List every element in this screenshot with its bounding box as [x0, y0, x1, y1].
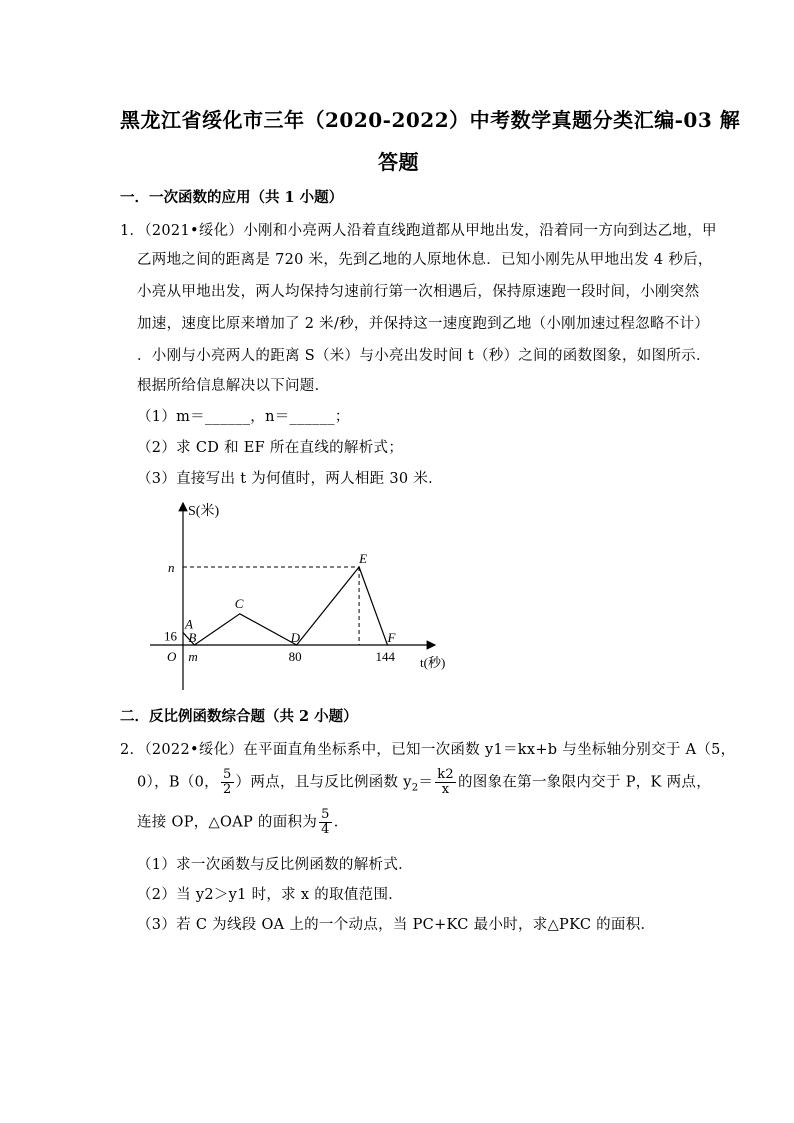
q2-line1-b: 1＝k: [493, 742, 527, 758]
q2-line2-sub: 2: [411, 782, 419, 794]
frac1-num: 5: [222, 767, 232, 782]
q2-line-3: [137, 808, 349, 837]
q2-sub1: （1）求一次函数与反比例函数的解析式．: [137, 857, 413, 873]
fraction-k2-over-x: [435, 768, 456, 797]
q1-sub1: （1）m＝______，n＝______；: [137, 409, 350, 425]
fraction-5-over-2: [221, 768, 234, 797]
x-tick-80: 80: [288, 649, 302, 664]
frac1-den: 2: [222, 782, 232, 797]
distance-curve: [183, 567, 387, 645]
q2-line2-c: ＝: [418, 774, 434, 791]
q1-line-4: 加速，速度比原来增加了 2 米/秒，并保持这一速度跑到乙地（小刚加速过程忽略不计）: [137, 316, 710, 332]
q2-line3-a: 连接 OP，△OAP 的面积为: [137, 814, 318, 831]
t-axis-label: t(秒): [420, 655, 446, 670]
section2-heading: 二．反比例函数综合题（共 2 小题）: [120, 708, 358, 725]
origin-label: O: [167, 649, 177, 664]
point-label-D: D: [290, 630, 300, 645]
q1-line-1: 小刚和小亮两人沿着直线跑道都从甲地出发，沿着同一方向到达乙地，甲: [243, 223, 717, 239]
frac3-den: 4: [321, 822, 330, 837]
y-tick-16: 16: [164, 628, 177, 644]
q2-number: 2．: [120, 742, 145, 758]
q2-sub3: （3）若 C 为线段 OA 上的一个动点，当 PC+KC 最小时，求△PKC 的面积．: [137, 917, 656, 933]
q2-line1-a: 在平面直角坐标系中，已知一次函数 y: [243, 742, 494, 758]
q1-number: 1．: [120, 223, 145, 239]
point-label-F: F: [387, 630, 396, 645]
frac2-den: x: [441, 782, 450, 797]
x-tick-m: m: [188, 649, 198, 664]
fraction-5-over-4: [319, 808, 332, 837]
q1-sub3: （3）直接写出 t 为何值时，两人相距 30 米．: [137, 471, 443, 487]
q1-first-line: [120, 219, 717, 240]
x-tick-144: 144: [375, 649, 395, 664]
point-label-B: B: [188, 630, 197, 645]
q2-line2-b: ）两点，且与反比例函数 y: [235, 774, 412, 791]
point-label-C: C: [234, 595, 244, 611]
section1-heading: 一．一次函数的应用（共 1 小题）: [120, 189, 344, 206]
s-axis-label: S(米): [188, 504, 220, 519]
frac2-num: k2: [437, 767, 454, 782]
q2-sub2: （2）当 y2＞y1 时，求 x 的取值范围．: [137, 887, 404, 903]
q2-line-1: [120, 738, 735, 759]
page-title-line2: 答题: [378, 150, 419, 174]
y-tick-n: n: [168, 560, 175, 575]
distance-time-graph: [150, 495, 460, 695]
q1-line-5: ．小刚与小亮两人的距离 S（米）与小亮出发时间 t（秒）之间的函数图象，如图所示．: [137, 348, 711, 364]
q1-line-3: 小亮从甲地出发，两人均保持匀速前行第一次相遇后，保持原速跑一段时间，小刚突然: [137, 284, 700, 300]
q2-line3-b: ．: [333, 814, 349, 831]
frac3-num: 5: [321, 807, 330, 822]
q2-line-2: [137, 768, 711, 797]
point-label-E: E: [359, 551, 368, 566]
q1-sub2: （2）求 CD 和 EF 所在直线的解析式；: [137, 440, 404, 456]
q2-source: （2022•绥化）: [144, 742, 244, 758]
q1-source: （2021•绥化）: [144, 223, 244, 239]
page-title-line1: 黑龙江省绥化市三年（2020-2022）中考数学真题分类汇编-03 解: [120, 108, 741, 132]
q2-line2-a: 0），B（0，: [137, 774, 219, 791]
q1-line-2: 乙两地之间的距离是 720 米，先到乙地的人原地休息．已知小刚先从甲地出发 4 秒后，: [137, 252, 713, 268]
q2-line1-c: x+b 与坐标轴分别交于 A（5，: [526, 742, 736, 758]
q1-line-6: 根据所给信息解决以下问题．: [137, 378, 330, 394]
q2-line2-d: 的图象在第一象限内交于 P，K 两点，: [457, 774, 711, 791]
point-label-A: A: [185, 616, 193, 632]
